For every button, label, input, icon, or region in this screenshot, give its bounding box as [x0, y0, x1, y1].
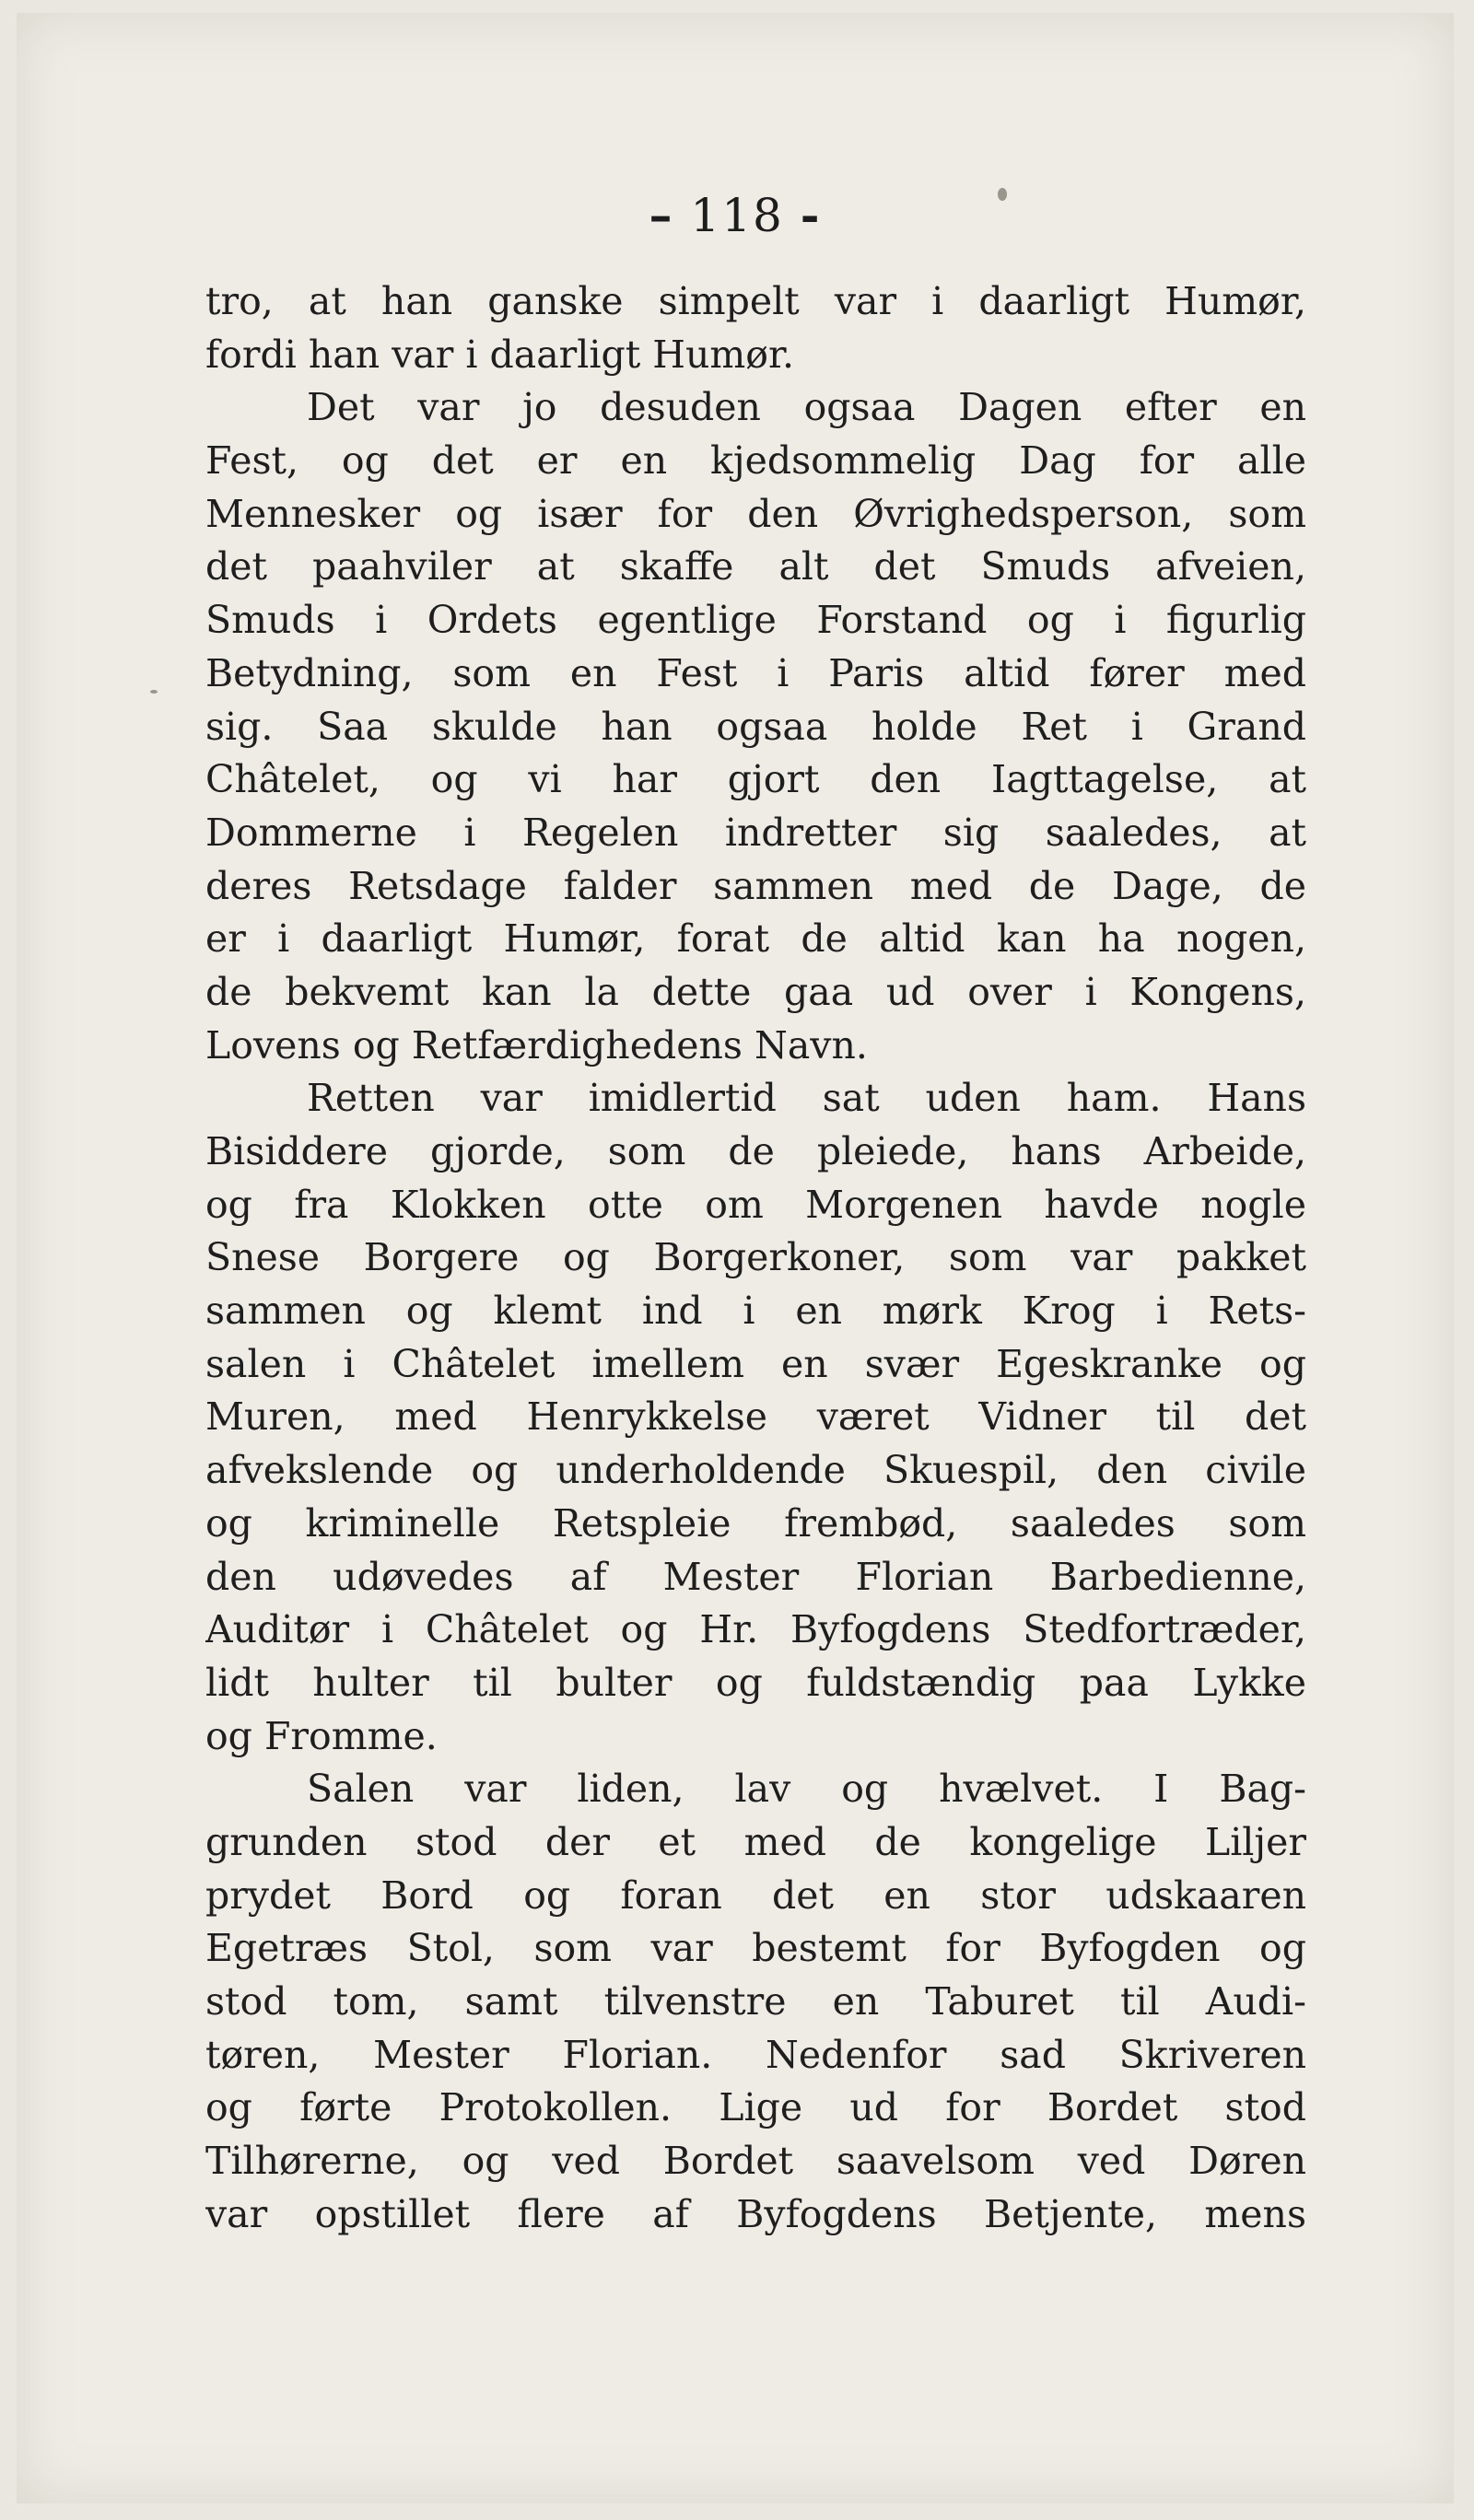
text-line: grunden stod der et med de kongelige Liljer [205, 1819, 1306, 1864]
text-line: de bekvemt kan la dette gaa ud over i Kongens, [205, 969, 1306, 1014]
text-line: Fest, og det er en kjedsommelig Dag for alle [205, 438, 1306, 484]
text-line: tro, at han ganske simpelt var i daarligt Humør, [205, 279, 1306, 323]
paper-speck [998, 188, 1007, 201]
paragraph-start-line: Retten var imidlertid sat uden ham. Hans [307, 1076, 1306, 1121]
text-line: lidt hulter til bulter og fuldstændig paa Lykke [205, 1660, 1306, 1705]
book-page [17, 13, 1454, 2503]
header-ornament-right: - [800, 188, 822, 242]
text-line: og Fromme. [205, 1713, 438, 1758]
paper-speck [150, 690, 158, 694]
text-line: var opstillet flere af Byfogdens Betjente, mens [205, 2191, 1306, 2236]
text-line: Tilhørerne, og ved Bordet saavelsom ved Døren [205, 2139, 1306, 2184]
text-line: Muren, med Henrykkelse været Vidner til det [205, 1394, 1306, 1440]
text-line: afvekslende og underholdende Skuespil, den civile [205, 1448, 1306, 1493]
text-line: Lovens og Retfærdighedens Navn. [205, 1022, 868, 1068]
text-line: Dommerne i Regelen indretter sig saaledes, at [205, 810, 1306, 855]
page-number: 118 [690, 189, 784, 242]
text-line: deres Retsdage falder sammen med de Dage, de [205, 863, 1306, 908]
text-line: sammen og klemt ind i en mørk Krog i Rets- [205, 1289, 1306, 1334]
text-line: prydet Bord og foran det en stor udskaaren [205, 1872, 1306, 1918]
text-line: Auditør i Châtelet og Hr. Byfogdens Stedfortræder, [205, 1607, 1306, 1652]
text-line: Bisiddere gjorde, som de pleiede, hans Arbeide, [205, 1129, 1306, 1173]
text-line: tøren, Mester Florian. Nedenfor sad Skriveren [205, 2032, 1306, 2077]
text-line: salen i Châtelet imellem en svær Egeskranke og [205, 1341, 1306, 1386]
text-line: og kriminelle Retspleie frembød, saaledes som [205, 1500, 1306, 1546]
text-line: Smuds i Ordets egentlige Forstand og i figurlig [205, 598, 1306, 643]
paragraph-start-line: Salen var liden, lav og hvælvet. I Bag- [307, 1767, 1306, 1812]
text-line: fordi han var i daarligt Humør. [205, 332, 795, 377]
header-ornament-left: – [649, 188, 674, 242]
text-line: Châtelet, og vi har gjort den Iagttagelse, at [205, 757, 1306, 802]
text-line: stod tom, samt tilvenstre en Taburet til Audi- [205, 1979, 1306, 2024]
page-header [17, 188, 1454, 242]
text-line: det paahviler at skaffe alt det Smuds afveien, [205, 544, 1306, 589]
text-line: Mennesker og især for den Øvrighedsperson, som [205, 491, 1306, 536]
paragraph-start-line: Det var jo desuden ogsaa Dagen efter en [307, 385, 1306, 430]
text-line: sig. Saa skulde han ogsaa holde Ret i Grand [205, 704, 1306, 749]
text-line: er i daarligt Humør, forat de altid kan ha nogen, [205, 916, 1306, 962]
body-text [205, 275, 1306, 2302]
text-line: den udøvedes af Mester Florian Barbedienne, [205, 1554, 1306, 1599]
text-line: og førte Protokollen. Lige ud for Bordet stod [205, 2085, 1306, 2130]
text-line: Betydning, som en Fest i Paris altid fører med [205, 650, 1306, 695]
text-line: Snese Borgere og Borgerkoner, som var pakket [205, 1235, 1306, 1280]
text-line: og fra Klokken otte om Morgenen havde nogle [205, 1182, 1306, 1227]
text-line: Egetræs Stol, som var bestemt for Byfogden og [205, 1926, 1306, 1971]
